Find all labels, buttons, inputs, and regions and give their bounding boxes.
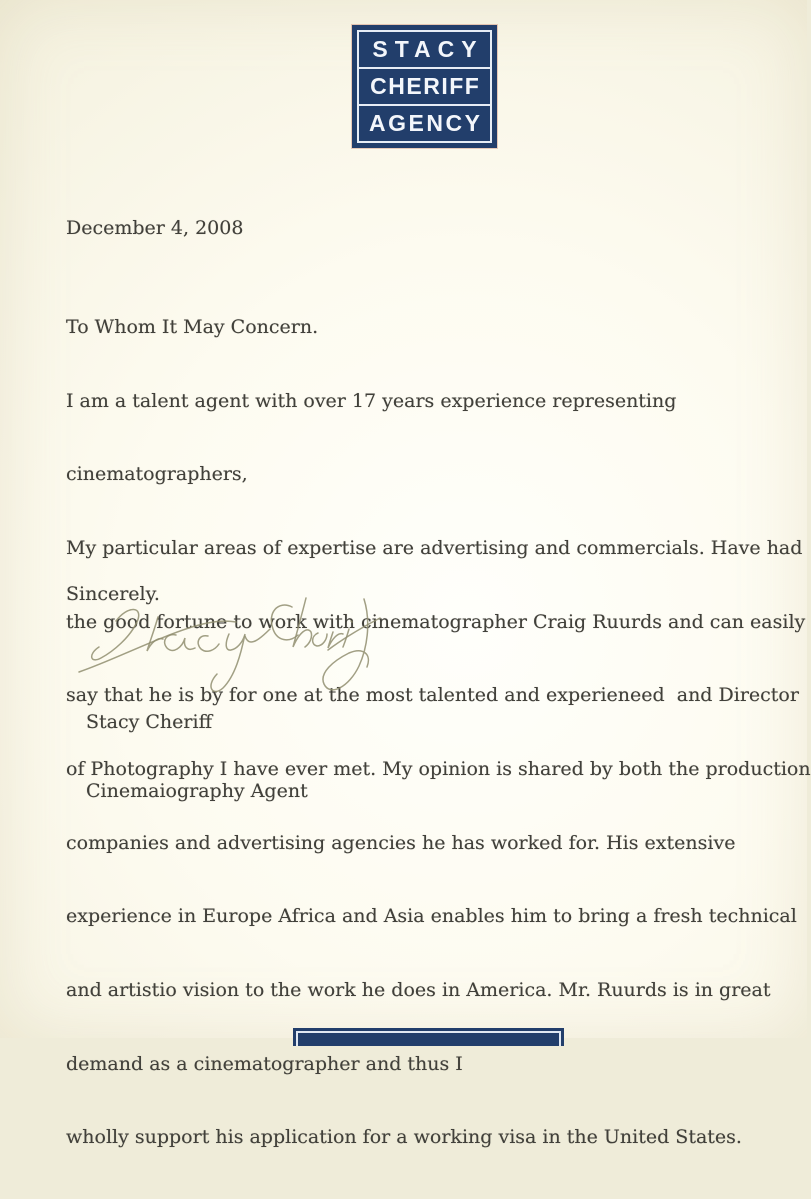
logo-line-stacy: STACY — [359, 32, 490, 69]
body-line: To Whom It May Concern. — [66, 316, 319, 339]
closing-salutation: Sincerely. — [66, 583, 160, 605]
body-line: and artistio vision to the work he does in America. Mr. Ruurds is in great — [66, 978, 771, 1001]
body-line: cinematographers, — [66, 463, 248, 486]
signer-name: Stacy Cheriff — [86, 711, 213, 733]
signer-block — [86, 665, 308, 849]
body-line: demand as a cinematographer and thus I — [66, 1052, 463, 1075]
letter-date: December 4, 2008 — [66, 217, 244, 239]
agency-logo-frame — [357, 30, 492, 143]
logo-line-agency: AGENCY — [369, 110, 483, 136]
body-line: experience in Europe Africa and Asia enables him to bring a fresh technical — [66, 905, 797, 928]
footer-logo-partial — [293, 1028, 564, 1046]
body-line: wholly support his application for a working visa in the United States. — [66, 1126, 742, 1149]
body-line: I am a talent agent with over 17 years experience representing — [66, 389, 677, 412]
footer-logo-frame — [296, 1031, 561, 1046]
body-line: companies and advertising agencies he has worked for. His extensive — [66, 831, 736, 854]
body-line: say that he is by for one at the most talented and experieneed and Director — [66, 684, 799, 707]
body-line: the good fortune to work with cinematographer Craig Ruurds and can easily — [66, 610, 806, 633]
agency-logo — [352, 25, 497, 148]
logo-line-cheriff: CHERIFF — [359, 69, 490, 106]
body-line: My particular areas of expertise are advertising and commercials. Have had — [66, 537, 803, 560]
signer-title: Cinemaiography Agent — [86, 780, 308, 802]
body-line: of Photography I have ever met. My opinion is shared by both the production — [66, 757, 811, 780]
